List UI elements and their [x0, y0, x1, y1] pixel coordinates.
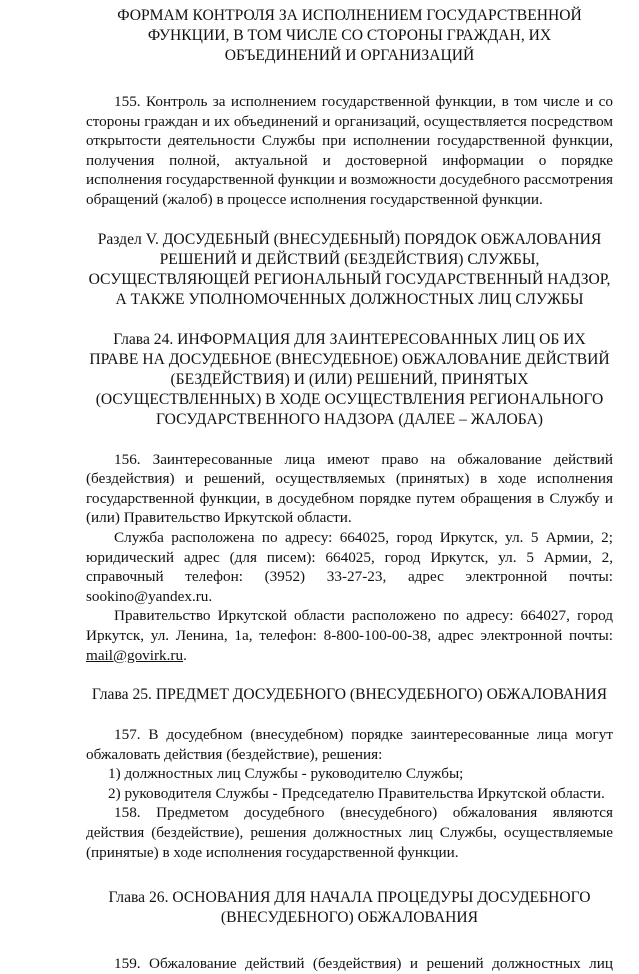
paragraph-157: 157. В досудебном (внесудебном) порядке заинтересованные лица могут обжаловать действия (бездействие), решения: [86, 726, 613, 763]
paragraph-156-government-address [86, 606, 613, 665]
paragraph-159: 159. Обжалование действий (бездействия) и решений должностных лиц [114, 955, 613, 973]
paragraph-156-service-address: Служба расположена по адресу: 664025, город Иркутск, ул. 5 Армии, 2; юридический адрес (для писем): 664025, город Иркутск, ул. 5 Армии, 2, справочный телефон: (3952) 33-27-23, адрес электронной почты: sookino@yandex.ru. [86, 528, 613, 605]
top-heading: ФОРМАМ КОНТРОЛЯ ЗА ИСПОЛНЕНИЕМ ГОСУДАРСТВЕННОЙ ФУНКЦИИ, В ТОМ ЧИСЛЕ СО СТОРОНЫ ГРАЖДАН, ИХ ОБЪЕДИНЕНИЙ И ОРГАНИЗАЦИЙ [117, 7, 582, 64]
spacer [86, 430, 613, 450]
spacer [86, 210, 613, 230]
spacer [86, 66, 613, 92]
government-email-link[interactable]: mail@govirk.ru [86, 646, 184, 664]
government-address-end: . [183, 646, 187, 664]
paragraph-157-item-2: 2) руководителя Службы - Председателю Правительства Иркутской области. [108, 784, 605, 802]
paragraph-157-item-1: 1) должностных лиц Службы - руководителю Службы; [108, 765, 464, 783]
spacer [86, 665, 613, 685]
chapter-25-heading: Глава 25. ПРЕДМЕТ ДОСУДЕБНОГО (ВНЕСУДЕБНОГО) ОБЖАЛОВАНИЯ [91, 686, 608, 704]
chapter-26-heading: Глава 26. ОСНОВАНИЯ ДЛЯ НАЧАЛА ПРОЦЕДУРЫ ДОСУДЕБНОГО (ВНЕСУДЕБНОГО) ОБЖАЛОВАНИЯ [108, 889, 591, 927]
government-address-text: Правительство Иркутской области расположено по адресу: 664027, город Иркутск, ул. Ленина, 1а, телефон: 8-800-100-00-38, адрес электронной почты: [86, 607, 613, 644]
spacer [86, 862, 613, 888]
spacer [86, 310, 613, 330]
spacer [86, 928, 613, 954]
paragraph-158: 158. Предметом досудебного (внесудебного) обжалования являются действия (бездействие), решения должностных лиц Службы, осуществляемые (принятые) в ходе исполнения государственной функции. [86, 804, 613, 861]
spacer [86, 705, 613, 725]
section-5-heading: Раздел V. ДОСУДЕБНЫЙ (ВНЕСУДЕБНЫЙ) ПОРЯДОК ОБЖАЛОВАНИЯ РЕШЕНИЙ И ДЕЙСТВИЙ (БЕЗДЕЙСТВИЯ) СЛУЖБЫ, ОСУЩЕСТВЛЯЮЩЕЙ РЕГИОНАЛЬНЫЙ ГОСУДАРСТВЕННЫЙ НАДЗОР, А ТАКЖЕ УПОЛНОМОЧЕННЫХ ДОЛЖНОСТНЫХ ЛИЦ СЛУЖБЫ [88, 230, 611, 308]
chapter-24-heading: Глава 24. ИНФОРМАЦИЯ ДЛЯ ЗАИНТЕРЕСОВАННЫХ ЛИЦ ОБ ИХ ПРАВЕ НА ДОСУДЕБНОЕ (ВНЕСУДЕБНОЕ) ОБЖАЛОВАНИЕ ДЕЙСТВИЙ (БЕЗДЕЙСТВИЯ) И (ИЛИ) РЕШЕНИЙ, ПРИНЯТЫХ (ОСУЩЕСТВЛЕННЫХ) В ХОДЕ ОСУЩЕСТВЛЕНИЯ РЕГИОНАЛЬНОГО ГОСУДАРСТВЕННОГО НАДЗОРА (ДАЛЕЕ – ЖАЛОБА) [89, 330, 610, 428]
paragraph-156: 156. Заинтересованные лица имеют право на обжалование действий (бездействия) и решений, осуществляемых (принятых) в ходе исполнения государственной функции, в досудебном порядке путем обращения в Службу и (или) Правительство Иркутской области. [86, 450, 613, 527]
paragraph-155: 155. Контроль за исполнением государственной функции, в том числе и со стороны граждан и их объединений и организаций, осуществляется посредством открытости деятельности Службы при исполнении государственной функции, получения полной, актуальной и достоверной информации о порядке исполнения государственной функции и возможности досудебного рассмотрения обращений (жалоб) в процессе исполнения государственной функции. [86, 93, 613, 208]
